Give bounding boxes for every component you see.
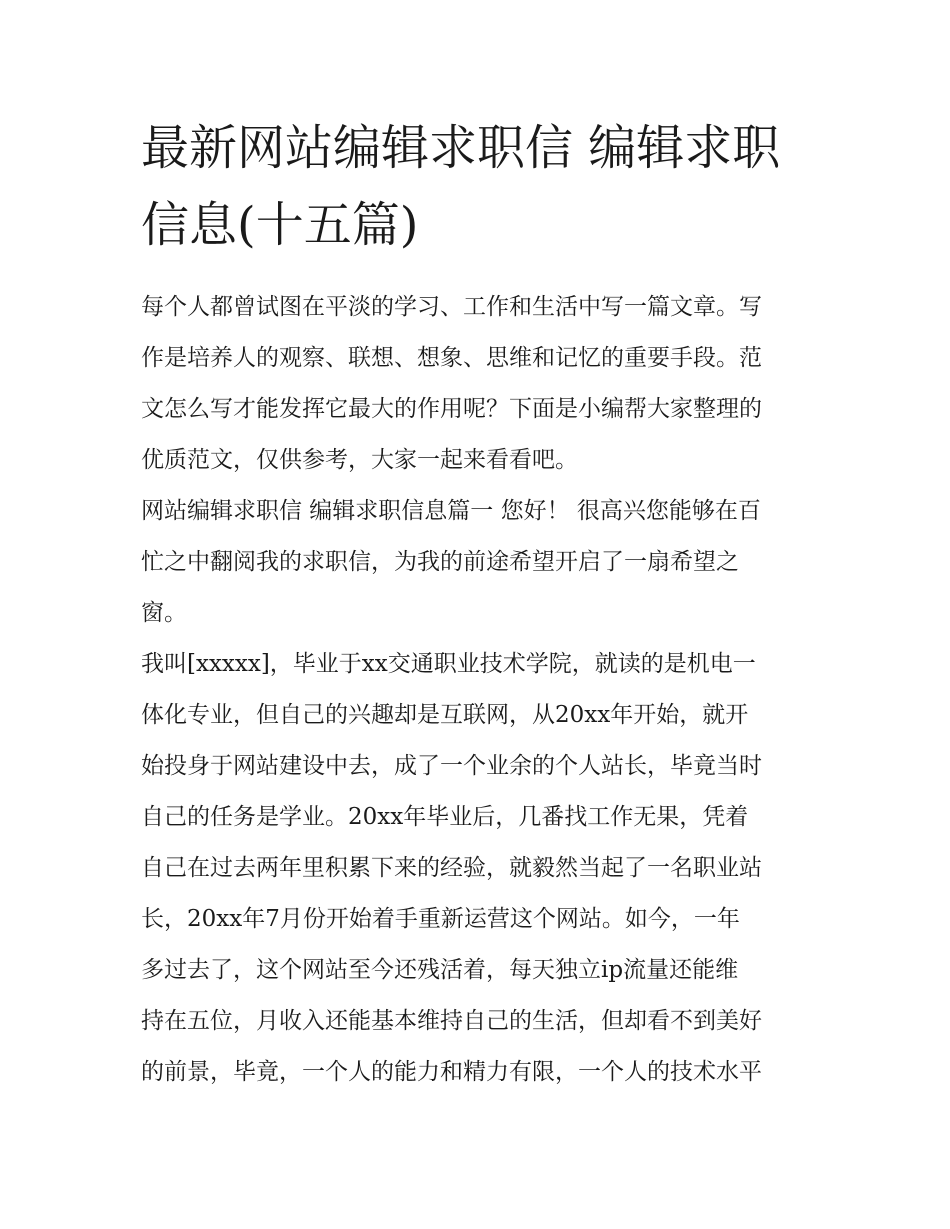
letter-line: 自己在过去两年里积累下来的经验，就毅然当起了一名职业站: [141, 855, 762, 881]
letter-line: 体化专业，但自己的兴趣却是互联网，从20xx年开始，就开: [141, 702, 749, 728]
letter-line: 窗。: [141, 600, 187, 626]
letter-line: 的前景，毕竟，一个人的能力和精力有限，一个人的技术水平: [141, 1059, 762, 1085]
letter-line: 长，20xx年7月份开始着手重新运营这个网站。如今，一年: [141, 906, 740, 932]
letter-line: 自己的任务是学业。20xx年毕业后，几番找工作无果，凭着: [141, 804, 749, 830]
letter-line: 我叫[xxxxx]，毕业于xx交通职业技术学院，就读的是机电一: [141, 651, 756, 677]
intro-line: 作是培养人的观察、联想、想象、思维和记忆的重要手段。范: [141, 345, 762, 371]
letter-line: 始投身于网站建设中去，成了一个业余的个人站长，毕竟当时: [141, 753, 762, 779]
title-line-1: 最新网站编辑求职信 编辑求职: [141, 120, 781, 176]
title-line-2: 信息(十五篇): [141, 197, 419, 253]
intro-line: 每个人都曾试图在平淡的学习、工作和生活中写一篇文章。写: [141, 294, 762, 320]
letter-line: 持在五位，月收入还能基本维持自己的生活，但却看不到美好: [141, 1008, 762, 1034]
intro-line: 文怎么写才能发挥它最大的作用呢？下面是小编帮大家整理的: [141, 396, 762, 422]
document-page: [141, 110, 811, 1098]
document-title: [141, 110, 811, 264]
letter-line: 忙之中翻阅我的求职信，为我的前途希望开启了一扇希望之: [141, 549, 739, 575]
document-body: [141, 282, 811, 1098]
intro-line: 优质范文，仅供参考，大家一起来看看吧。: [141, 447, 578, 473]
letter-heading-line: 网站编辑求职信 编辑求职信息篇一 您好！ 很高兴您能够在百: [141, 498, 761, 524]
letter-line: 多过去了，这个网站至今还残活着，每天独立ip流量还能维: [141, 957, 739, 983]
